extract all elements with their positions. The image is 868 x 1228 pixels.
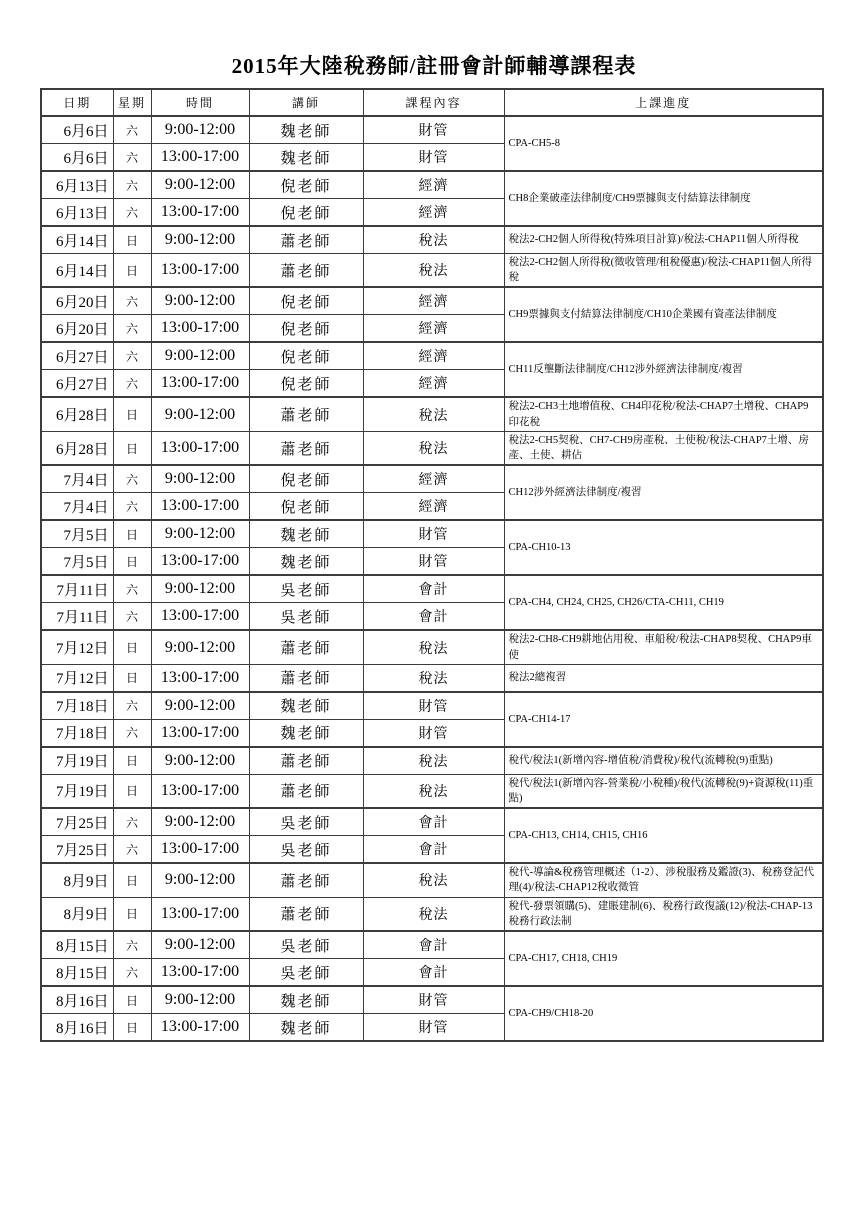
cell-weekday: 六: [113, 370, 151, 398]
cell-time: 9:00-12:00: [151, 287, 249, 315]
cell-time: 9:00-12:00: [151, 397, 249, 431]
cell-progress: 稅法2-CH3土地增值稅、CH4印花稅/稅法-CHAP7土增稅、CHAP9印花稅: [504, 397, 823, 431]
cell-teacher: 吳老師: [249, 959, 363, 987]
cell-course: 稅法: [363, 863, 504, 897]
schedule-row: [41, 226, 823, 254]
schedule-row: [41, 465, 823, 493]
cell-weekday: 六: [113, 808, 151, 836]
cell-weekday: 六: [113, 342, 151, 370]
cell-weekday: 六: [113, 959, 151, 987]
cell-weekday: 六: [113, 836, 151, 864]
schedule-row: [41, 171, 823, 199]
cell-time: 9:00-12:00: [151, 116, 249, 144]
cell-course: 會計: [363, 808, 504, 836]
cell-weekday: 六: [113, 287, 151, 315]
header-weekday: 星期: [113, 89, 151, 116]
cell-course: 財管: [363, 986, 504, 1014]
cell-progress: CPA-CH10-13: [504, 520, 823, 575]
cell-teacher: 魏老師: [249, 520, 363, 548]
cell-weekday: 六: [113, 493, 151, 521]
cell-date: 6月13日: [41, 171, 113, 199]
cell-weekday: 日: [113, 431, 151, 465]
cell-course: 會計: [363, 959, 504, 987]
cell-weekday: 六: [113, 171, 151, 199]
cell-teacher: 蕭老師: [249, 226, 363, 254]
cell-time: 9:00-12:00: [151, 692, 249, 720]
cell-date: 7月11日: [41, 603, 113, 631]
cell-time: 13:00-17:00: [151, 199, 249, 227]
cell-time: 9:00-12:00: [151, 520, 249, 548]
cell-time: 9:00-12:00: [151, 171, 249, 199]
cell-course: 財管: [363, 692, 504, 720]
cell-time: 9:00-12:00: [151, 465, 249, 493]
cell-teacher: 吳老師: [249, 575, 363, 603]
cell-course: 稅法: [363, 226, 504, 254]
cell-progress: CPA-CH17, CH18, CH19: [504, 931, 823, 986]
cell-teacher: 蕭老師: [249, 664, 363, 692]
cell-progress: CH8企業破產法律制度/CH9票據與支付結算法律制度: [504, 171, 823, 226]
cell-date: 6月6日: [41, 144, 113, 172]
header-teacher: 講師: [249, 89, 363, 116]
cell-date: 7月12日: [41, 630, 113, 664]
cell-course: 經濟: [363, 493, 504, 521]
cell-time: 13:00-17:00: [151, 1014, 249, 1042]
cell-weekday: 日: [113, 1014, 151, 1042]
cell-weekday: 日: [113, 226, 151, 254]
cell-teacher: 倪老師: [249, 287, 363, 315]
cell-teacher: 倪老師: [249, 171, 363, 199]
cell-time: 13:00-17:00: [151, 836, 249, 864]
cell-teacher: 蕭老師: [249, 774, 363, 808]
cell-course: 財管: [363, 520, 504, 548]
cell-progress: 稅代-發票領購(5)、建賬建制(6)、稅務行政復議(12)/稅法-CHAP-13稅務行政法制: [504, 897, 823, 931]
cell-progress: 稅代-導論&稅務管理概述（1-2）、涉稅服務及鑑證(3)、稅務登記代理(4)/稅法-CHAP12稅收徵管: [504, 863, 823, 897]
schedule-row: [41, 520, 823, 548]
cell-course: 經濟: [363, 315, 504, 343]
cell-date: 6月20日: [41, 287, 113, 315]
page-title: 2015年大陸稅務師/註冊會計師輔導課程表: [231, 54, 637, 78]
cell-teacher: 魏老師: [249, 986, 363, 1014]
cell-date: 8月15日: [41, 959, 113, 987]
schedule-row: [41, 774, 823, 808]
cell-progress: 稅法2-CH2個人所得稅(特殊項目計算)/稅法-CHAP11個人所得稅: [504, 226, 823, 254]
cell-progress: CH11反壟斷法律制度/CH12涉外經濟法律制度/複習: [504, 342, 823, 397]
cell-teacher: 蕭老師: [249, 254, 363, 288]
cell-course: 財管: [363, 548, 504, 576]
cell-weekday: 日: [113, 664, 151, 692]
cell-teacher: 倪老師: [249, 342, 363, 370]
cell-course: 會計: [363, 836, 504, 864]
cell-course: 稅法: [363, 397, 504, 431]
cell-time: 9:00-12:00: [151, 863, 249, 897]
cell-teacher: 蕭老師: [249, 397, 363, 431]
cell-time: 9:00-12:00: [151, 226, 249, 254]
cell-course: 財管: [363, 144, 504, 172]
cell-date: 7月4日: [41, 465, 113, 493]
cell-course: 稅法: [363, 254, 504, 288]
cell-date: 6月27日: [41, 342, 113, 370]
header-course: 課程內容: [363, 89, 504, 116]
header-row: [41, 89, 823, 116]
cell-progress: 稅法2-CH2個人所得稅(徵收管理/租稅優惠)/稅法-CHAP11個人所得稅: [504, 254, 823, 288]
header-progress: 上課進度: [504, 89, 823, 116]
cell-time: 13:00-17:00: [151, 254, 249, 288]
cell-time: 9:00-12:00: [151, 575, 249, 603]
cell-progress: CPA-CH5-8: [504, 116, 823, 171]
cell-course: 財管: [363, 116, 504, 144]
cell-teacher: 魏老師: [249, 116, 363, 144]
schedule-row: [41, 986, 823, 1014]
cell-teacher: 魏老師: [249, 548, 363, 576]
cell-teacher: 蕭老師: [249, 897, 363, 931]
cell-course: 稅法: [363, 630, 504, 664]
cell-course: 財管: [363, 719, 504, 747]
schedule-row: [41, 116, 823, 144]
cell-course: 稅法: [363, 747, 504, 775]
cell-time: 9:00-12:00: [151, 931, 249, 959]
cell-weekday: 日: [113, 986, 151, 1014]
cell-date: 8月16日: [41, 986, 113, 1014]
cell-time: 13:00-17:00: [151, 664, 249, 692]
cell-date: 7月25日: [41, 808, 113, 836]
schedule-row: [41, 630, 823, 664]
cell-course: 會計: [363, 603, 504, 631]
cell-teacher: 蕭老師: [249, 431, 363, 465]
schedule-row: [41, 575, 823, 603]
cell-course: 會計: [363, 931, 504, 959]
cell-course: 經濟: [363, 342, 504, 370]
cell-weekday: 六: [113, 199, 151, 227]
cell-progress: CPA-CH9/CH18-20: [504, 986, 823, 1041]
cell-course: 經濟: [363, 171, 504, 199]
cell-date: 7月25日: [41, 836, 113, 864]
schedule-row: [41, 664, 823, 692]
cell-progress: 稅代/稅法1(新增內容-營業稅/小稅種)/稅代(流轉稅(9)+資源稅(11)重點): [504, 774, 823, 808]
cell-teacher: 蕭老師: [249, 630, 363, 664]
cell-teacher: 倪老師: [249, 465, 363, 493]
cell-course: 財管: [363, 1014, 504, 1042]
cell-progress: CPA-CH14-17: [504, 692, 823, 747]
cell-weekday: 日: [113, 863, 151, 897]
cell-date: 6月13日: [41, 199, 113, 227]
header-date: 日期: [41, 89, 113, 116]
cell-weekday: 日: [113, 397, 151, 431]
cell-date: 6月6日: [41, 116, 113, 144]
cell-date: 8月9日: [41, 897, 113, 931]
cell-course: 稅法: [363, 897, 504, 931]
cell-weekday: 日: [113, 747, 151, 775]
cell-teacher: 倪老師: [249, 493, 363, 521]
cell-time: 13:00-17:00: [151, 144, 249, 172]
cell-progress: 稅法2-CH5契稅、CH7-CH9房產稅、土使稅/稅法-CHAP7土增、房產、土使、耕佔: [504, 431, 823, 465]
cell-progress: CPA-CH13, CH14, CH15, CH16: [504, 808, 823, 863]
cell-progress: CPA-CH4, CH24, CH25, CH26/CTA-CH11, CH19: [504, 575, 823, 630]
cell-course: 經濟: [363, 199, 504, 227]
cell-teacher: 魏老師: [249, 144, 363, 172]
cell-time: 13:00-17:00: [151, 959, 249, 987]
cell-date: 7月18日: [41, 719, 113, 747]
cell-date: 7月4日: [41, 493, 113, 521]
cell-time: 13:00-17:00: [151, 603, 249, 631]
cell-time: 13:00-17:00: [151, 774, 249, 808]
schedule-row: [41, 254, 823, 288]
cell-date: 6月14日: [41, 254, 113, 288]
schedule-row: [41, 897, 823, 931]
schedule-row: [41, 808, 823, 836]
cell-date: 7月5日: [41, 548, 113, 576]
cell-time: 9:00-12:00: [151, 986, 249, 1014]
cell-date: 6月14日: [41, 226, 113, 254]
cell-time: 13:00-17:00: [151, 548, 249, 576]
schedule-row: [41, 692, 823, 720]
cell-time: 13:00-17:00: [151, 897, 249, 931]
cell-weekday: 六: [113, 116, 151, 144]
cell-time: 13:00-17:00: [151, 431, 249, 465]
cell-date: 7月11日: [41, 575, 113, 603]
cell-teacher: 吳老師: [249, 603, 363, 631]
cell-weekday: 六: [113, 719, 151, 747]
schedule-row: [41, 931, 823, 959]
cell-date: 7月19日: [41, 747, 113, 775]
cell-date: 7月5日: [41, 520, 113, 548]
cell-weekday: 日: [113, 897, 151, 931]
cell-weekday: 日: [113, 548, 151, 576]
schedule-row: [41, 863, 823, 897]
cell-time: 9:00-12:00: [151, 342, 249, 370]
cell-course: 稅法: [363, 774, 504, 808]
cell-weekday: 日: [113, 774, 151, 808]
cell-weekday: 六: [113, 315, 151, 343]
cell-weekday: 日: [113, 254, 151, 288]
schedule-row: [41, 287, 823, 315]
cell-teacher: 蕭老師: [249, 863, 363, 897]
cell-time: 13:00-17:00: [151, 719, 249, 747]
cell-date: 6月20日: [41, 315, 113, 343]
cell-teacher: 魏老師: [249, 719, 363, 747]
schedule-row: [41, 747, 823, 775]
cell-teacher: 倪老師: [249, 370, 363, 398]
cell-date: 7月18日: [41, 692, 113, 720]
cell-weekday: 六: [113, 465, 151, 493]
cell-teacher: 吳老師: [249, 931, 363, 959]
schedule-table: [40, 88, 824, 1042]
cell-date: 8月9日: [41, 863, 113, 897]
cell-time: 13:00-17:00: [151, 493, 249, 521]
cell-time: 9:00-12:00: [151, 747, 249, 775]
cell-teacher: 吳老師: [249, 836, 363, 864]
cell-progress: 稅法2-CH8-CH9耕地佔用稅、車船稅/稅法-CHAP8契稅、CHAP9車使: [504, 630, 823, 664]
cell-teacher: 蕭老師: [249, 747, 363, 775]
cell-date: 6月27日: [41, 370, 113, 398]
cell-date: 7月12日: [41, 664, 113, 692]
cell-weekday: 六: [113, 692, 151, 720]
cell-course: 經濟: [363, 370, 504, 398]
schedule-row: [41, 397, 823, 431]
schedule-row: [41, 342, 823, 370]
cell-course: 會計: [363, 575, 504, 603]
cell-weekday: 六: [113, 931, 151, 959]
cell-teacher: 魏老師: [249, 1014, 363, 1042]
cell-date: 8月15日: [41, 931, 113, 959]
cell-progress: 稅法2總複習: [504, 664, 823, 692]
cell-course: 稅法: [363, 664, 504, 692]
cell-teacher: 魏老師: [249, 692, 363, 720]
cell-weekday: 六: [113, 144, 151, 172]
cell-progress: CH12涉外經濟法律制度/複習: [504, 465, 823, 520]
cell-weekday: 六: [113, 575, 151, 603]
cell-course: 經濟: [363, 287, 504, 315]
cell-time: 13:00-17:00: [151, 315, 249, 343]
cell-date: 8月16日: [41, 1014, 113, 1042]
cell-weekday: 日: [113, 630, 151, 664]
cell-date: 6月28日: [41, 431, 113, 465]
cell-teacher: 倪老師: [249, 199, 363, 227]
cell-time: 13:00-17:00: [151, 370, 249, 398]
schedule-row: [41, 431, 823, 465]
cell-weekday: 六: [113, 603, 151, 631]
cell-weekday: 日: [113, 520, 151, 548]
cell-progress: 稅代/稅法1(新增內容-增值稅/消費稅)/稅代(流轉稅(9)重點): [504, 747, 823, 775]
cell-time: 9:00-12:00: [151, 808, 249, 836]
cell-course: 經濟: [363, 465, 504, 493]
cell-teacher: 倪老師: [249, 315, 363, 343]
cell-progress: CH9票據與支付結算法律制度/CH10企業國有資產法律制度: [504, 287, 823, 342]
cell-date: 6月28日: [41, 397, 113, 431]
cell-date: 7月19日: [41, 774, 113, 808]
cell-course: 稅法: [363, 431, 504, 465]
header-time: 時間: [151, 89, 249, 116]
cell-teacher: 吳老師: [249, 808, 363, 836]
cell-time: 9:00-12:00: [151, 630, 249, 664]
